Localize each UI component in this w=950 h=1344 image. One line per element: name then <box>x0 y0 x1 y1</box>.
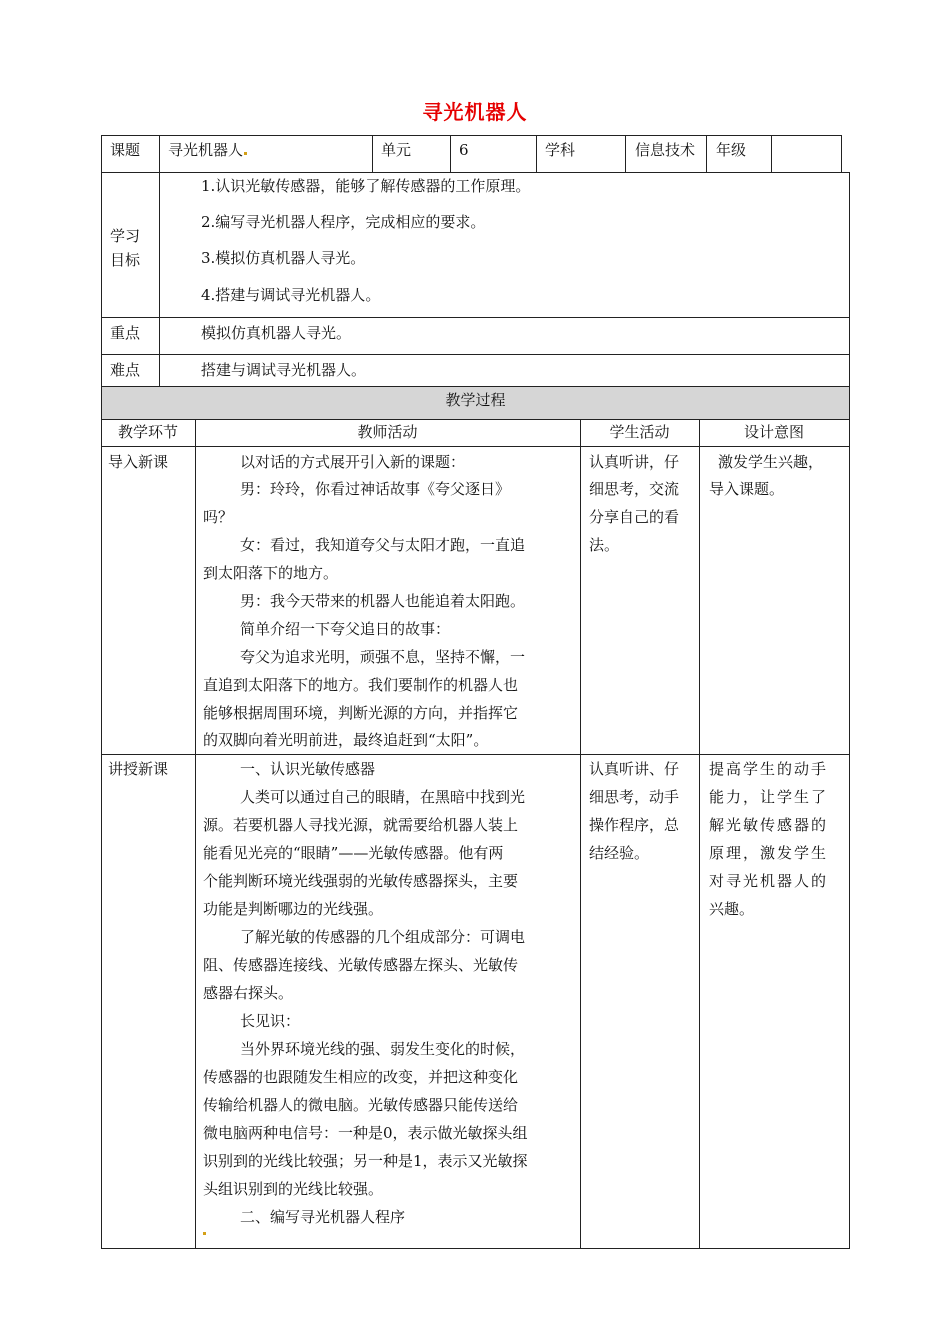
intro-teacher-line: 女：看过，我知道夸父与太阳才跑，一直追 <box>240 536 526 554</box>
lecture-teacher-line: 长见识： <box>240 1012 301 1030</box>
intro-teacher-line: 以对话的方式展开引入新的课题： <box>240 453 466 471</box>
intro-teacher-line: 能够根据周围环境，判断光源的方向，并指挥它 <box>203 704 519 722</box>
column-header-teacher: 教师活动 <box>357 423 418 441</box>
lecture-teacher-line: 了解光敏的传感器的几个组成部分：可调电 <box>240 928 526 946</box>
column-header-student: 学生活动 <box>609 423 670 441</box>
lecture-teacher-line: 阻、传感器连接线、光敏传感器左探头、光敏传 <box>203 956 519 974</box>
lecture-teacher-line: 头组识别到的光线比较强。 <box>203 1180 384 1198</box>
unit-value: 6 <box>459 141 469 159</box>
lecture-design-line: 解光敏传感器的 <box>709 816 829 834</box>
difficulty-label: 难点 <box>110 361 141 379</box>
lecture-teacher-line: 微电脑两种电信号：一种是0，表示做光敏探头组 <box>203 1124 528 1142</box>
objectives-label-line1: 学习 <box>110 227 141 245</box>
edit-mark-icon <box>203 1232 206 1235</box>
topic-label: 课题 <box>110 141 141 159</box>
lecture-teacher-line: 源。若要机器人寻找光源，就需要给机器人装上 <box>203 816 519 834</box>
intro-teacher-line: 吗？ <box>203 508 234 526</box>
intro-stage: 导入新课 <box>108 453 169 471</box>
lecture-student-line: 细思考，动手 <box>589 788 680 806</box>
objective-item: 1.认识光敏传感器，能够了解传感器的工作原理。 <box>201 177 531 195</box>
lecture-teacher-line: 一、认识光敏传感器 <box>240 760 376 778</box>
intro-teacher-line: 直追到太阳落下的地方。我们要制作的机器人也 <box>203 676 519 694</box>
page-title: 寻光机器人 <box>422 100 528 124</box>
intro-teacher-line: 夸父为追求光明，顽强不息，坚持不懈，一 <box>240 648 526 666</box>
lecture-design-line: 对寻光机器人的 <box>709 872 829 890</box>
lecture-stage: 讲授新课 <box>108 760 169 778</box>
edit-mark-icon <box>244 152 247 155</box>
intro-student-line: 认真听讲，仔 <box>589 453 680 471</box>
grade-label: 年级 <box>716 141 747 159</box>
lecture-teacher-line: 识别到的光线比较强；另一种是1，表示又光敏探 <box>203 1152 528 1170</box>
lecture-teacher-line: 传感器的也跟随发生相应的改变，并把这种变化 <box>203 1068 519 1086</box>
lecture-design-line: 原理，激发学生 <box>709 844 829 862</box>
lecture-student-line: 操作程序，总 <box>589 816 680 834</box>
subject-label: 学科 <box>545 141 576 159</box>
intro-student-line: 细思考，交流 <box>589 480 680 498</box>
intro-student-line: 分享自己的看 <box>589 508 680 526</box>
subject-value: 信息技术 <box>635 141 696 159</box>
lecture-design-line: 提高学生的动手 <box>709 760 829 778</box>
lecture-teacher-line: 能看见光亮的“眼睛”——光敏传感器。他有两 <box>203 844 504 862</box>
lecture-teacher-line: 感器右探头。 <box>203 984 294 1002</box>
intro-teacher-line: 男：玲玲，你看过神话故事《夸父逐日》 <box>240 480 511 498</box>
intro-design-line: 导入课题。 <box>709 480 785 498</box>
key-point-label: 重点 <box>110 324 141 342</box>
intro-design-line: 激发学生兴趣， <box>718 453 824 471</box>
topic-value: 寻光机器人 <box>168 140 247 160</box>
column-header-stage: 教学环节 <box>117 423 178 441</box>
difficulty-text: 搭建与调试寻光机器人。 <box>201 361 367 379</box>
lecture-design-line: 兴趣。 <box>709 900 755 918</box>
intro-teacher-line: 到太阳落下的地方。 <box>203 564 339 582</box>
lecture-teacher-line: 人类可以通过自己的眼睛，在黑暗中找到光 <box>240 788 526 806</box>
lecture-teacher-line: 传输给机器人的微电脑。光敏传感器只能传送给 <box>203 1096 519 1114</box>
intro-teacher-line: 简单介绍一下夸父追日的故事： <box>240 620 451 638</box>
lecture-design-line: 能力，让学生了 <box>709 788 829 806</box>
key-point-text: 模拟仿真机器人寻光。 <box>201 324 352 342</box>
lecture-student-line: 认真听讲、仔 <box>589 760 680 778</box>
intro-teacher-line: 的双脚向着光明前进，最终追赶到“太阳”。 <box>203 731 489 749</box>
objective-item: 4.搭建与调试寻光机器人。 <box>201 286 381 304</box>
intro-student-line: 法。 <box>589 536 620 554</box>
objectives-label-line2: 目标 <box>110 251 141 269</box>
column-header-design: 设计意图 <box>743 423 804 441</box>
process-heading: 教学过程 <box>445 391 506 409</box>
lecture-student-line: 结经验。 <box>589 844 650 862</box>
objective-item: 2.编写寻光机器人程序，完成相应的要求。 <box>201 213 486 231</box>
lecture-teacher-line: 个能判断环境光线强弱的光敏传感器探头，主要 <box>203 872 519 890</box>
intro-teacher-line: 男：我今天带来的机器人也能追着太阳跑。 <box>240 592 526 610</box>
lecture-teacher-line: 二、编写寻光机器人程序 <box>240 1208 406 1226</box>
lecture-teacher-line: 功能是判断哪边的光线强。 <box>203 900 384 918</box>
objective-item: 3.模拟仿真机器人寻光。 <box>201 249 366 267</box>
lecture-teacher-line: 当外界环境光线的强、弱发生变化的时候， <box>240 1040 526 1058</box>
unit-label: 单元 <box>381 141 412 159</box>
